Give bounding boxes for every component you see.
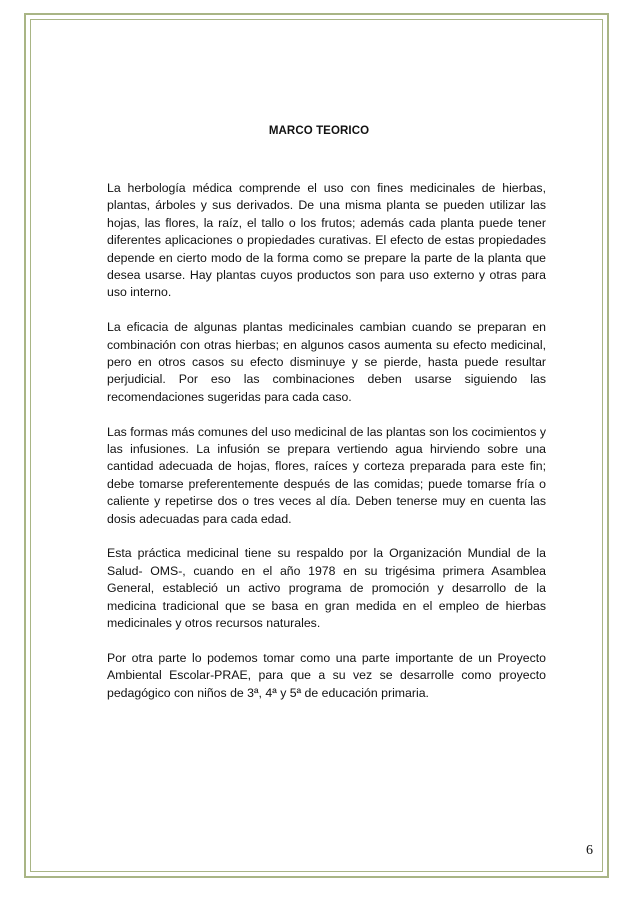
paragraph-4: Esta práctica medicinal tiene su respaldo por la Organización Mundial de la Salud- OMS-, cuando en el año 1978 en su trigésima primera Asamblea General, estableció un activo programa de promoción y desarrollo de la medicina tradicional que se basa en gran medida en el empleo de hierbas medicinales y otros recursos naturales. bbox=[107, 546, 546, 631]
paragraph-5: Por otra parte lo podemos tomar como una parte importante de un Proyecto Ambiental Escolar-PRAE, para que a su vez se desarrolle como proyecto pedagógico con niños de 3ª, 4ª y 5ª de educación primaria. bbox=[107, 650, 546, 700]
paragraph-3: Las formas más comunes del uso medicinal de las plantas son los cocimientos y las infusiones. La infusión se prepara vertiendo agua hirviendo sobre una cantidad adecuada de hojas, flores, raíces y corteza preparada para este fin; debe tomarse preferentemente después de las comidas; puede tomarse fría o caliente y repetirse dos o tres veces al día. Deben tenerse muy en cuenta las dosis adecuadas para cada edad. bbox=[107, 424, 546, 526]
document-body bbox=[107, 180, 546, 720]
paragraph-2: La eficacia de algunas plantas medicinales cambian cuando se preparan en combinación con otras hierbas; en algunos casos aumenta su efecto medicinal, pero en otros casos su efecto disminuye y se pierde, hasta puede resultar perjudicial. Por eso las combinaciones deben usarse siguiendo las recomendaciones sugeridas para cada caso. bbox=[107, 320, 546, 404]
page-number: 6 bbox=[586, 843, 593, 858]
page-title: MARCO TEORICO bbox=[268, 125, 370, 137]
paragraph-1: La herbología médica comprende el uso con fines medicinales de hierbas, plantas, árboles y sus derivados. De una misma planta se pueden utilizar las hojas, las flores, la raíz, el tallo o los frutos; además cada planta puede tener diferentes aplicaciones o propiedades curativas. El efecto de estas propiedades depende en cierto modo de la forma como se prepare la parte de la planta que desea usarse. Hay plantas cuyos productos son para uso externo y otras para uso interno. bbox=[107, 181, 546, 300]
